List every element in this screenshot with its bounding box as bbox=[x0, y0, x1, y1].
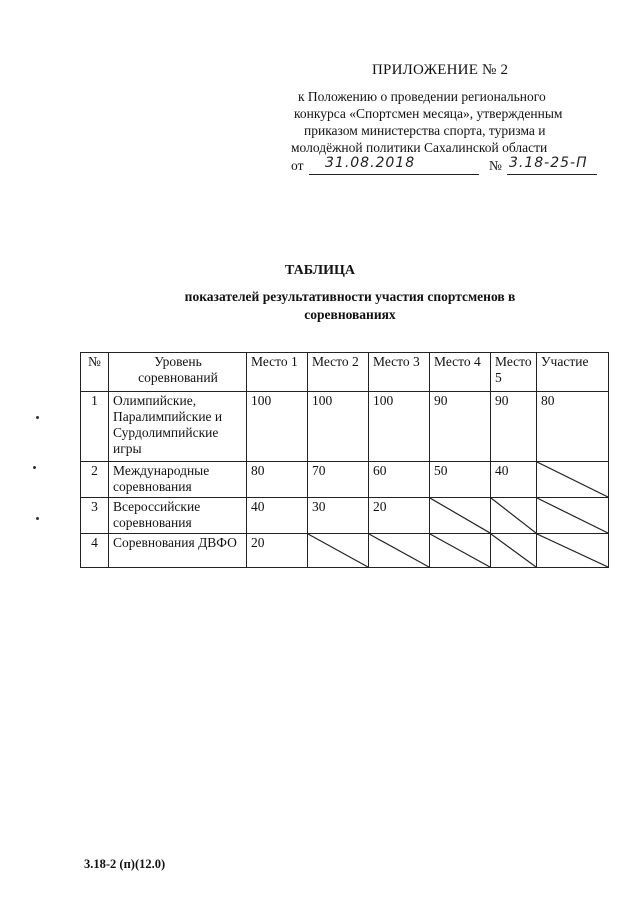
row-level: Олимпийские, Паралимпийские и Сурдолимпийские игры bbox=[109, 392, 247, 462]
row-num: 1 bbox=[81, 392, 109, 462]
value-cell: 40 bbox=[491, 462, 537, 498]
appendix-title: ПРИЛОЖЕНИЕ № 2 bbox=[372, 62, 509, 78]
table-header-row bbox=[81, 353, 609, 392]
table-row bbox=[81, 498, 609, 534]
header-place-2: Место 2 bbox=[308, 353, 369, 392]
header-level: Уровень соревнований bbox=[109, 353, 247, 392]
value-cell: 30 bbox=[308, 498, 369, 534]
appendix-line-1: к Положению о проведении регионального bbox=[298, 89, 546, 104]
value-cell: 60 bbox=[369, 462, 430, 498]
header-place-1: Место 1 bbox=[247, 353, 308, 392]
header-participation: Участие bbox=[537, 353, 609, 392]
scan-mark bbox=[36, 517, 39, 520]
table-title: ТАБЛИЦА bbox=[285, 263, 355, 278]
row-num: 4 bbox=[81, 534, 109, 568]
value-cell: 100 bbox=[247, 392, 308, 462]
value-cell: 90 bbox=[491, 392, 537, 462]
empty-slashed-cell bbox=[430, 498, 491, 534]
empty-slashed-cell bbox=[537, 498, 609, 534]
row-num: 2 bbox=[81, 462, 109, 498]
table-row bbox=[81, 534, 609, 568]
document-code: 3.18-2 (п)(12.0) bbox=[84, 857, 166, 871]
header-place-5: Место 5 bbox=[491, 353, 537, 392]
value-cell: 20 bbox=[247, 534, 308, 568]
appendix-line-4: молодёжной политики Сахалинской области bbox=[291, 140, 548, 155]
table-row bbox=[81, 462, 609, 498]
value-cell: 100 bbox=[308, 392, 369, 462]
empty-slashed-cell bbox=[308, 534, 369, 568]
row-level: Международные соревнования bbox=[109, 462, 247, 498]
empty-slashed-cell bbox=[537, 534, 609, 568]
number-prefix: № bbox=[489, 158, 502, 173]
number-underline bbox=[507, 174, 597, 175]
header-place-3: Место 3 bbox=[369, 353, 430, 392]
empty-slashed-cell bbox=[430, 534, 491, 568]
table-row bbox=[81, 392, 609, 462]
empty-slashed-cell bbox=[369, 534, 430, 568]
row-level: Всероссийские соревнования bbox=[109, 498, 247, 534]
table-subtitle: показателей результативности участия спортсменов в соревнованиях bbox=[184, 289, 516, 322]
row-num: 3 bbox=[81, 498, 109, 534]
results-table bbox=[80, 352, 609, 568]
value-cell: 80 bbox=[247, 462, 308, 498]
value-cell: 80 bbox=[537, 392, 609, 462]
appendix-line-2: конкурса «Спортсмен месяца», утвержденным bbox=[294, 106, 563, 121]
scan-mark bbox=[33, 466, 36, 469]
date-underline bbox=[309, 174, 479, 175]
empty-slashed-cell bbox=[537, 462, 609, 498]
value-cell: 50 bbox=[430, 462, 491, 498]
value-cell: 90 bbox=[430, 392, 491, 462]
row-level: Соревнования ДВФО bbox=[109, 534, 247, 568]
date-prefix: от bbox=[291, 158, 304, 173]
appendix-line-3: приказом министерства спорта, туризма и bbox=[304, 123, 546, 138]
empty-slashed-cell bbox=[491, 534, 537, 568]
value-cell: 100 bbox=[369, 392, 430, 462]
scan-mark bbox=[36, 416, 39, 419]
header-num: № bbox=[81, 353, 109, 392]
handwritten-number: 3.18-25-П bbox=[509, 155, 588, 171]
header-place-4: Место 4 bbox=[430, 353, 491, 392]
value-cell: 40 bbox=[247, 498, 308, 534]
handwritten-date: 31.08.2018 bbox=[325, 155, 416, 171]
value-cell: 20 bbox=[369, 498, 430, 534]
value-cell: 70 bbox=[308, 462, 369, 498]
empty-slashed-cell bbox=[491, 498, 537, 534]
